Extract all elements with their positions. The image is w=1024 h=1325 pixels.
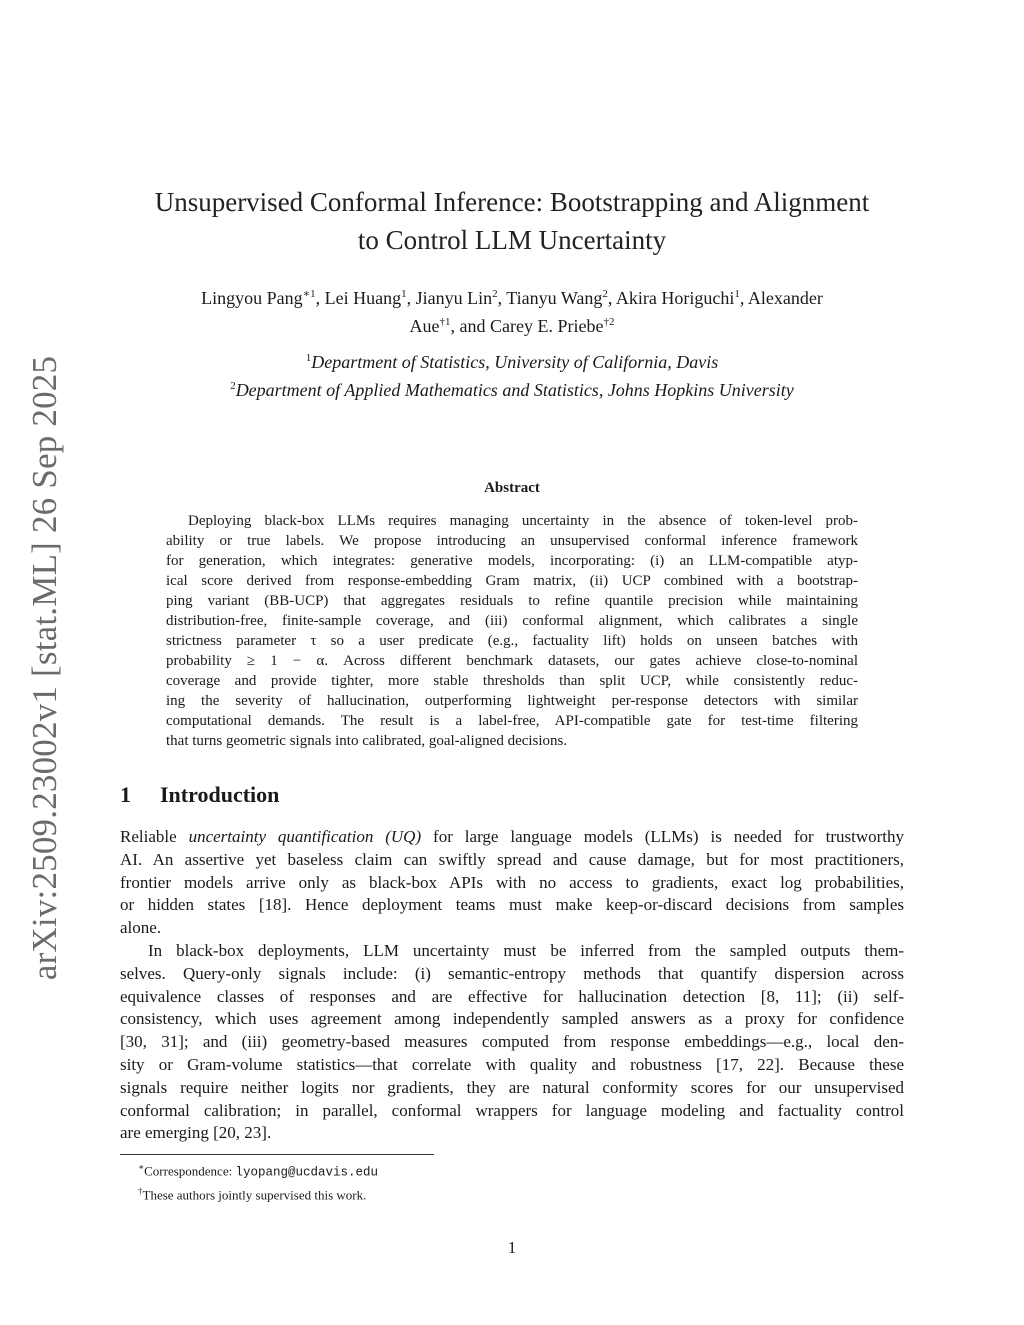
correspondence-email: lyopang@ucdavis.edu (235, 1165, 378, 1180)
affiliation-mark: 2 (230, 380, 236, 392)
affiliation-2 (120, 374, 904, 402)
affiliation-mark: 1 (305, 352, 312, 364)
author-affil-mark: 1 (401, 288, 407, 300)
section-heading (120, 782, 279, 808)
introduction-body (120, 826, 904, 1145)
title-line-2: to Control LLM Uncertainty (357, 225, 667, 255)
footnote-correspondence (120, 1158, 378, 1182)
section-title: Introduction (160, 782, 280, 807)
abstract-line: ical score derived from response-embedding Gram matrix, (ii) UCP combined with a bootstrap- (166, 573, 858, 589)
intro-paragraph-1-line: frontier models arrive only as black-box APIs with no access to gradients, exact log probabilities, (120, 872, 904, 892)
author-name: , Jianyu Lin (406, 288, 493, 308)
author-affil-mark: †2 (603, 316, 615, 328)
abstract-heading: Abstract (484, 480, 540, 496)
author-name: , Tianyu Wang (497, 288, 603, 308)
footnote-mark: † (138, 1186, 143, 1197)
footnote-divider (120, 1154, 434, 1155)
author-list (120, 282, 904, 338)
author-affil-mark: 2 (602, 288, 608, 300)
intro-paragraph-2-line: sity or Gram-volume statistics—that correlate with quality and robustness [17, 22]. Because these (120, 1054, 904, 1074)
abstract-line: for generation, which integrates: generative models, incorporating: (i) an LLM-compatible atyp- (166, 553, 858, 569)
abstract-line: ability or true labels. We propose introducing an unsupervised conformal inference framework (166, 533, 858, 549)
intro-paragraph-2-line: In black-box deployments, LLM uncertainty must be inferred from the sampled outputs them- (148, 940, 904, 960)
intro-paragraph-1-line: alone. (120, 918, 162, 938)
text-run: Reliable (120, 827, 189, 846)
author-name: Aue (409, 316, 440, 336)
page-number: 1 (507, 1238, 517, 1257)
affiliation-list (120, 346, 904, 402)
affiliation-text: Department of Applied Mathematics and Statistics, Johns Hopkins University (235, 380, 794, 400)
intro-paragraph-2-line: equivalence classes of responses and are effective for hallucination detection [8, 11]; (ii) self- (120, 986, 904, 1006)
author-name: , and Carey E. Priebe (450, 316, 604, 336)
footnotes (120, 1158, 378, 1205)
footnote-mark: ∗ (138, 1162, 145, 1172)
author-name: Lingyou Pang (201, 288, 303, 308)
intro-paragraph-1-line: or hidden states [18]. Hence deployment teams must make keep-or-discard decisions from samples (120, 895, 904, 915)
author-affil-mark: 2 (492, 288, 498, 300)
text-run: for large language models (LLMs) is needed for trustworthy (421, 827, 904, 846)
author-name: , Akira Horiguchi (607, 288, 735, 308)
paper-title (120, 183, 904, 259)
abstract-line: that turns geometric signals into calibrated, goal-aligned decisions. (166, 733, 568, 749)
author-name: , Alexander (739, 288, 823, 308)
intro-paragraph-2-line: conformal calibration; in parallel, conformal wrappers for language modeling and factuality control (120, 1100, 904, 1120)
abstract-line: computational demands. The result is a label-free, API-compatible gate for test-time filtering (166, 713, 858, 729)
arxiv-identifier-stamp: arXiv:2509.23002v1 [stat.ML] 26 Sep 2025 (25, 355, 64, 981)
intro-paragraph-2-line: [30, 31]; and (iii) geometry-based measures computed from response embeddings—e.g., local den- (120, 1032, 904, 1052)
footnote-text: These authors jointly supervised this work. (142, 1187, 367, 1203)
abstract-line: Deploying black-box LLMs requires managing uncertainty in the absence of token-level prob- (188, 513, 858, 529)
affiliation-1 (120, 346, 904, 374)
abstract-line: ping variant (BB-UCP) that aggregates residuals to refine quantile precision while maintaining (166, 593, 858, 609)
intro-paragraph-2-line: consistency, which uses agreement among independently sampled answers as a proxy for confidence (120, 1009, 904, 1029)
intro-paragraph-2-line: selves. Query-only signals include: (i) semantic-entropy methods that quantify dispersion across (120, 963, 904, 983)
author-line-1 (120, 282, 904, 310)
intro-paragraph-1-line: AI. An assertive yet baseless claim can swiftly spread and cause damage, but for most practitioners, (120, 849, 904, 869)
author-affil-mark: ∗1 (302, 288, 316, 300)
section-number: 1 (120, 782, 131, 807)
title-line-1: Unsupervised Conformal Inference: Bootstrapping and Alignment (154, 187, 870, 217)
footnote-supervision (120, 1182, 378, 1204)
intro-paragraph-2-line: signals require neither logits nor gradients, they are natural conformity scores for our unsupervised (120, 1077, 904, 1097)
author-line-2 (120, 310, 904, 338)
author-affil-mark: †1 (439, 316, 451, 328)
affiliation-text: Department of Statistics, University of California, Davis (311, 352, 719, 372)
author-affil-mark: 1 (734, 288, 740, 300)
footnote-text: Correspondence: (144, 1163, 236, 1179)
abstract-body (166, 511, 858, 751)
abstract-line: coverage and provide tighter, more stable thresholds than split UCP, while consistently reduc- (166, 673, 858, 689)
abstract-line: ing the severity of hallucination, outperforming lightweight per-response detectors with similar (166, 693, 858, 709)
abstract-line: probability ≥ 1 − α. Across different benchmark datasets, our gates achieve close-to-nominal (166, 653, 858, 669)
author-name: , Lei Huang (315, 288, 402, 308)
intro-paragraph-2-line: are emerging [20, 23]. (120, 1123, 272, 1143)
intro-paragraph-1-line (120, 826, 904, 849)
emphasis-text: uncertainty quantification (UQ) (188, 827, 422, 846)
abstract-line: strictness parameter τ so a user predicate (e.g., factuality lift) holds on unseen batches with (166, 633, 858, 649)
abstract-line: distribution-free, finite-sample coverage, and (iii) conformal alignment, which calibrates a single (166, 613, 858, 629)
